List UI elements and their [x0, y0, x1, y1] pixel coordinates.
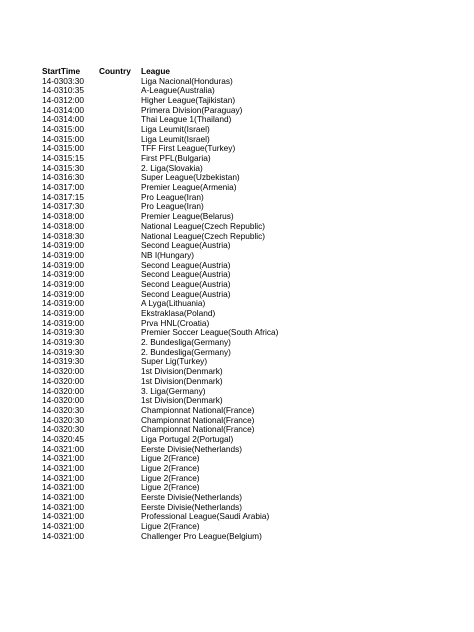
- table-row: [42, 464, 462, 474]
- country-cell: [99, 435, 141, 445]
- start-time-cell: 14-0320:30: [42, 424, 84, 435]
- country-cell: [99, 164, 141, 174]
- country-cell: [99, 222, 141, 232]
- table-row: [42, 115, 462, 125]
- table-row: [42, 77, 462, 87]
- table-body: [42, 77, 462, 542]
- table-row: [42, 396, 462, 406]
- league-cell: Liga Portugal 2(Portugal): [141, 434, 234, 444]
- country-cell: [99, 144, 141, 154]
- league-cell: Eerste Divisie(Netherlands): [141, 444, 242, 454]
- league-cell: Primera Division(Paraguay): [141, 105, 243, 115]
- country-cell: [99, 96, 141, 106]
- league-cell: Eerste Divisie(Netherlands): [141, 502, 242, 512]
- start-time-cell: 14-0320:45: [42, 433, 84, 444]
- league-cell: Championnat National(France): [141, 415, 255, 425]
- table-row: [42, 125, 462, 135]
- league-cell: 2. Bundesliga(Germany): [141, 347, 231, 357]
- country-cell: [99, 338, 141, 348]
- league-cell: Professional League(Saudi Arabia): [141, 512, 270, 522]
- league-cell: 1st Division(Denmark): [141, 367, 223, 377]
- start-time-cell: 14-0319:00: [42, 308, 84, 318]
- country-cell: [99, 173, 141, 183]
- country-cell: [99, 387, 141, 397]
- start-time-cell: 14-0319:00: [42, 317, 84, 328]
- table-row: [42, 377, 462, 387]
- table-row: [42, 106, 462, 116]
- table-row: [42, 328, 462, 338]
- country-cell: [99, 77, 141, 87]
- country-cell: [99, 106, 141, 116]
- table-row: [42, 86, 462, 96]
- start-time-cell: 14-0319:00: [42, 269, 84, 280]
- start-time-cell: 14-0321:00: [42, 472, 84, 483]
- country-cell: [99, 512, 141, 522]
- country-cell: [99, 425, 141, 435]
- table-row: [42, 454, 462, 464]
- table-row: [42, 173, 462, 183]
- league-cell: TFF First League(Turkey): [141, 144, 236, 154]
- table-row: [42, 493, 462, 503]
- league-cell: Challenger Pro League(Belgium): [141, 531, 262, 541]
- start-time-cell: 14-0319:30: [42, 337, 84, 348]
- league-cell: 2. Liga(Slovakia): [141, 163, 203, 173]
- league-cell: Second League(Austria): [141, 260, 231, 270]
- country-cell: [99, 377, 141, 387]
- league-cell: Championnat National(France): [141, 425, 255, 435]
- league-cell: 3. Liga(Germany): [141, 386, 206, 396]
- table-row: [42, 135, 462, 145]
- table-row: [42, 261, 462, 271]
- table-row: [42, 251, 462, 261]
- league-cell: Second League(Austria): [141, 270, 231, 280]
- country-cell: [99, 251, 141, 261]
- league-cell: Premier League(Belarus): [141, 212, 234, 222]
- league-cell: Ligue 2(France): [141, 464, 200, 473]
- start-time-cell: 14-0320:00: [42, 366, 84, 377]
- table-row: [42, 154, 462, 164]
- country-cell: [99, 522, 141, 532]
- start-time-cell: 14-0320:00: [42, 395, 84, 406]
- start-time-cell: 14-0315:00: [42, 123, 84, 134]
- country-cell: [99, 357, 141, 367]
- league-cell: First PFL(Bulgaria): [141, 154, 211, 163]
- country-cell: [99, 416, 141, 426]
- league-cell: Premier League(Armenia): [141, 183, 237, 193]
- table-row: [42, 290, 462, 300]
- league-cell: Ekstraklasa(Poland): [141, 309, 216, 318]
- table-row: [42, 232, 462, 242]
- country-cell: [99, 348, 141, 358]
- start-time-cell: 14-0303:30: [42, 75, 84, 86]
- country-cell: [99, 474, 141, 484]
- league-cell: Eerste Divisie(Netherlands): [141, 493, 242, 503]
- table-row: [42, 338, 462, 348]
- country-cell: [99, 86, 141, 96]
- start-time-cell: 14-0321:00: [42, 453, 84, 464]
- table-row: [42, 193, 462, 203]
- league-cell: 1st Division(Denmark): [141, 376, 223, 386]
- start-time-cell: 14-0321:00: [42, 443, 84, 454]
- country-cell: [99, 445, 141, 455]
- start-time-cell: 14-0319:00: [42, 288, 84, 299]
- league-cell: Super League(Uzbekistan): [141, 173, 240, 183]
- league-cell: Ligue 2(France): [141, 483, 200, 493]
- start-time-cell: 14-0319:30: [42, 356, 84, 367]
- start-time-cell: 14-0321:00: [42, 482, 84, 493]
- start-time-cell: 14-0316:30: [42, 172, 84, 183]
- league-cell: Thai League 1(Thailand): [141, 115, 232, 125]
- table-row: [42, 416, 462, 426]
- league-cell: 1st Division(Denmark): [141, 396, 223, 406]
- country-cell: [99, 115, 141, 125]
- country-cell: [99, 464, 141, 474]
- league-cell: Prva HNL(Croatia): [141, 318, 210, 328]
- country-cell: [99, 183, 141, 193]
- table-row: [42, 387, 462, 397]
- country-cell: [99, 319, 141, 329]
- league-cell: Second League(Austria): [141, 279, 231, 289]
- league-cell: Second League(Austria): [141, 289, 231, 299]
- league-cell: 2. Bundesliga(Germany): [141, 338, 231, 348]
- country-cell: [99, 406, 141, 416]
- country-cell: [99, 135, 141, 145]
- table-row: [42, 299, 462, 309]
- start-time-cell: 14-0319:00: [42, 298, 84, 309]
- table-row: [42, 357, 462, 367]
- table-row: [42, 483, 462, 493]
- league-cell: Pro League(Iran): [141, 202, 204, 212]
- country-cell: [99, 202, 141, 212]
- country-cell: [99, 309, 141, 319]
- country-cell: [99, 212, 141, 222]
- start-time-cell: 14-0319:00: [42, 278, 84, 289]
- table-row: [42, 96, 462, 106]
- league-cell: Ligue 2(France): [141, 522, 200, 532]
- start-time-cell: 14-0321:00: [42, 463, 84, 473]
- start-time-cell: 14-0321:00: [42, 501, 84, 512]
- country-cell: [99, 532, 141, 542]
- start-time-cell: 14-0320:00: [42, 385, 84, 396]
- start-time-cell: 14-0315:30: [42, 162, 84, 173]
- table-row: [42, 445, 462, 455]
- start-time-cell: 14-0320:00: [42, 375, 84, 386]
- league-cell: National League(Czech Republic): [141, 221, 266, 231]
- start-time-cell: 14-0315:00: [42, 143, 84, 154]
- country-cell: [99, 270, 141, 280]
- start-time-cell: 14-0317:00: [42, 182, 84, 193]
- table-row: [42, 202, 462, 212]
- league-cell: Ligue 2(France): [141, 473, 200, 483]
- table-row: [42, 425, 462, 435]
- country-cell: [99, 299, 141, 309]
- start-time-cell: 14-0319:30: [42, 327, 84, 338]
- start-time-cell: 14-0314:00: [42, 114, 84, 125]
- start-time-cell: 14-0318:00: [42, 220, 84, 231]
- country-cell: [99, 261, 141, 271]
- start-time-cell: 14-0321:00: [42, 492, 84, 503]
- start-time-cell: 14-0319:30: [42, 346, 84, 357]
- schedule-table: [42, 66, 462, 542]
- table-row: [42, 522, 462, 532]
- header-country: Country: [99, 66, 131, 76]
- country-cell: [99, 493, 141, 503]
- table-row: [42, 241, 462, 251]
- league-cell: Pro League(Iran): [141, 192, 204, 202]
- league-cell: Liga Leumit(Israel): [141, 124, 210, 134]
- league-cell: Liga Leumit(Israel): [141, 134, 210, 144]
- table-row: [42, 222, 462, 232]
- league-cell: National League(Czech Republic): [141, 231, 266, 241]
- country-cell: [99, 154, 141, 164]
- start-time-cell: 14-0320:30: [42, 404, 84, 415]
- table-row: [42, 503, 462, 513]
- country-cell: [99, 367, 141, 377]
- start-time-cell: 14-0317:30: [42, 201, 84, 212]
- league-cell: Championnat National(France): [141, 405, 255, 415]
- country-cell: [99, 483, 141, 493]
- table-row: [42, 183, 462, 193]
- header-league: League: [141, 66, 171, 76]
- start-time-cell: 14-0320:30: [42, 414, 84, 425]
- league-cell: Ligue 2(France): [141, 454, 200, 464]
- table-row: [42, 348, 462, 358]
- start-time-cell: 14-0319:00: [42, 259, 84, 270]
- country-cell: [99, 193, 141, 203]
- country-cell: [99, 503, 141, 513]
- start-time-cell: 14-0321:00: [42, 521, 84, 532]
- country-cell: [99, 280, 141, 290]
- table-row: [42, 512, 462, 522]
- country-cell: [99, 232, 141, 242]
- league-cell: Premier Soccer League(South Africa): [141, 328, 279, 338]
- start-time-cell: 14-0310:35: [42, 85, 84, 96]
- country-cell: [99, 290, 141, 300]
- table-row: [42, 144, 462, 154]
- table-row: [42, 474, 462, 484]
- start-time-cell: 14-0317:15: [42, 191, 84, 202]
- league-cell: NB I(Hungary): [141, 250, 195, 260]
- table-row: [42, 367, 462, 377]
- table-row: [42, 406, 462, 416]
- start-time-cell: 14-0319:00: [42, 249, 84, 260]
- start-time-cell: 14-0321:00: [42, 511, 84, 522]
- start-time-cell: 14-0318:00: [42, 211, 84, 222]
- league-cell: A-League(Australia): [141, 86, 215, 96]
- table-header-row: [42, 66, 462, 76]
- table-row: [42, 309, 462, 319]
- country-cell: [99, 241, 141, 251]
- league-cell: Second League(Austria): [141, 241, 231, 251]
- table-row: [42, 280, 462, 290]
- table-row: [42, 532, 462, 542]
- start-time-cell: 14-0315:15: [42, 153, 84, 163]
- start-time-cell: 14-0319:00: [42, 240, 84, 251]
- table-row: [42, 319, 462, 329]
- table-row: [42, 212, 462, 222]
- country-cell: [99, 125, 141, 135]
- league-cell: Liga Nacional(Honduras): [141, 76, 233, 86]
- header-start-time: StartTime: [42, 66, 81, 76]
- country-cell: [99, 328, 141, 338]
- start-time-cell: 14-0314:00: [42, 104, 84, 115]
- start-time-cell: 14-0312:00: [42, 94, 84, 105]
- league-cell: Higher League(Tajikistan): [141, 95, 236, 105]
- start-time-cell: 14-0321:00: [42, 530, 84, 541]
- start-time-cell: 14-0318:30: [42, 230, 84, 241]
- table-row: [42, 270, 462, 280]
- table-row: [42, 435, 462, 445]
- country-cell: [99, 454, 141, 464]
- start-time-cell: 14-0315:00: [42, 133, 84, 144]
- country-cell: [99, 396, 141, 406]
- league-cell: Super Lig(Turkey): [141, 357, 208, 367]
- league-cell: A Lyga(Lithuania): [141, 299, 206, 309]
- table-row: [42, 164, 462, 174]
